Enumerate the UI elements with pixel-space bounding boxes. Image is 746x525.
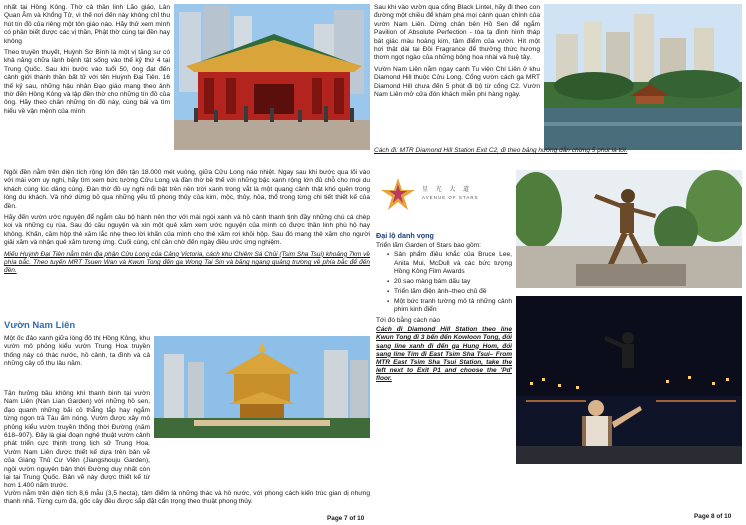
nan-lian-garden-photo (544, 4, 742, 150)
list-item: ▪ 20 sao màng bám dấu tay (387, 278, 512, 286)
nan-lian-intro: Một ốc đảo xanh giữa lòng đô thị Hồng Kông, khu vườn mô phỏng kiểu vườn Trung Hoa truyền thống này có thác nước, hồ cảnh, ta đình và cả những cây cổ thụ lâu năm. (4, 335, 150, 368)
nan-lian-continued: Sau khi vào vườn qua cổng Black Lintel, hãy đi theo con đường một chiều để khám phá mọi cảnh quan chính của vườn Nam Liên. Dừng chân bên Hồ Sen để ngắm Pavilion of Absolute Perfection - tòa tạ đình hình tháp bát giác màu hoàng kim, tâm điểm của vườn. Hít một hơi thật dài tại Đồi Fragrance để thưởng thức hương thơm ngọt ngào của những bông hoa nhài và huệ tây. Vườn Nam Liên nằm ngay cạnh Tu viện Chí Liên ở khu Diamond Hill thuộc Cửu Long. Cổng vườn cách ga MRT Diamond Hill chưa đến 5 phút đi bộ từ cổng C2. Vườn Nam Liên mở cửa đón khách miễn phí hàng ngày. (374, 4, 540, 99)
wong-tai-sin-temple-photo (174, 4, 370, 150)
nan-lian-area: Vườn nằm trên diện tích 8,6 mẫu (3,5 hecta), tâm điểm là những thác và hồ nước, với phong cách kiến trúc gian dị nhưng thanh nhã. Từng cụm đá, gốc cây đều được sắp đặt cẩn trọng theo thuật phong thủy. (4, 490, 370, 506)
list-item: ▪ Sản phẩm điêu khắc của Bruce Lee, Anita Mui, McDull và các bức tượng Hồng Kông Film Awards (387, 251, 512, 276)
nan-lian-heading: Vườn Nam Liên (4, 320, 76, 331)
temple-body: Ngôi đền nằm trên diện tích rộng lớn đến tận 18.000 mét vuông, giữa Cửu Long náo nhiệt. Ngay sau khi bước qua lối vào với mái vòm uy nghi, hãy tìm xem bức tường Cửu Long và đàn thờ bề thế với những bậc xanh rộng lớn đủ chỗ cho mọi du khách cùng lúc dâng cúng. Đàn thờ đồ uy nghi nổi bật trên nền trời xanh trong vắt là một quang cảnh thật khó quên trong lòng du khách. Và nhớ dừng bỏ qua những yếu tố phong thủy của kim, mộc, thủy, hỏa, thổ trong từng chi tiết thiết kế của đền. Hãy đến vườn ước nguyện để ngắm câu bộ hành nên thơ với mái ngói xanh và hồ cảnh thanh tịnh đầy những chú cá chép koi và những cụ rùa. Sau đó cầu nguyện và xin một quẻ xăm xem ước nguyện của mình có được thần linh phù hộ hay không. Khấn, cầm hộp thẻ xăm lắc nhẹ theo lời khấn của mình cho thẻ xăm rơi khỏi hộp. Sau đó mang thẻ xăm cho người giải xăm và nhận quẻ xăm tương ứng. Cuối cùng, chỉ cần chờ đến ngày điều ước ứng nghiệm. Miếu Huỳnh Đại Tiên nằm trên địa phận Cửu Long của Cảng Victoria, cách khu Chiêm Sá Chủi (Tsim Sha Tsui) khoảng 7km về phía bắc. Theo tuyến MRT Tsuen Wan và Kwun Tong đến ga Wong Tai Sin và băng ngang quảng trường về phía bắc để đến đền. (4, 169, 370, 275)
list-item: ▪ Triển lãm điện ảnh–theo chủ đề (387, 288, 512, 296)
avenue-of-stars-section: Triển lãm Garden of Stars bao gồm: ▪ Sản phẩm điêu khắc của Bruce Lee, Anita Mui, McDull và các bức tượng Hồng Kông Film Awards ▪ 20 sao màng bám dấu tay ▪ Triển lãm điện ảnh–theo chủ đề ▪ Một bức tranh tường mô tả những cảnh phim kinh điển Tới đó bằng cách nào Cách đi Diamond Hill Station theo line Kwun Tong đi 3 bến đến Kowloon Tong, đổi sang line xanh đi đến ga Hung Hom, đổi sang line Tím đi East Tsim Sha Tsui– From MTR East Tsim Sha Tsui Station, take the left next to Exit P1 and choose the 'Pd' floor. (376, 242, 512, 387)
bruce-lee-statue-photo (516, 170, 742, 288)
victoria-harbour-night-photo (516, 296, 742, 464)
list-item: ▪ Một bức tranh tường mô tả những cảnh phim kinh điển (387, 298, 512, 315)
temple-intro: nhất tại Hồng Kông. Thờ cả thần linh Lão giáo, Lân Quan Âm và Khổng Tử, vì thế nơi đến này không chỉ thu hút tín đồ của riêng một tôn giáo nào. Hãy thử xem mình có phần biết được các vị thần, Phật thờ cúng tại đền hay không Theo truyền thuyết, Huỳnh Sơ Bình là một vị tăng sư có khả năng chữa lành bệnh tật sống vào thế kỷ thứ 4 tại Trung Quốc. Sau khi bước vào tuổi 50, ông đạt đến cảnh giới thánh thần bất tử với tên Huỳnh Đại Tiên. 16 thế kỷ sau, những hậu nhân Đạo giáo mang theo ảnh thờ đến Hồng Kông và lập đền thờ cho những tín đồ của ông. Hãy theo chân những tín đồ này, cùng bái và tìm hiểu về vận mệnh của mình (4, 4, 170, 115)
page-number-left: Page 7 of 10 (327, 515, 365, 522)
star-logo-icon (378, 176, 418, 212)
page-number-right: Page 8 of 10 (694, 513, 732, 520)
avenue-of-stars-heading: Đại lộ danh vọng (376, 231, 434, 240)
nan-lian-tang: Tận hưởng bầu không khí thanh bình tại vườn Nam Liên (Nan Lian Garden) với những hồ sen, đạo quanh những bãi cỏ thẳng tắp hay ngắm từng ngọn trà Tàu ấm nóng. Vườn được xây mô phỏng kiểu vườn truyền thống thời Đường (năm 618–907). Đây là giai đoạn nghệ thuật vườn cảnh phát triển cực thịnh trong lịch sử Trung Hoa. Vườn Nam Liên được thiết kế dựa trên bản vẽ của Giáng Thủ Cư Viên (Jiangshouju Garden), ngôi vườn nguyên bản thời Đường duy nhất còn lại tại Trung Quốc. Bản vẽ này được thiết kế từ hơn 1.400 năm trước. (4, 390, 150, 490)
nan-lian-directions: Cách đi: MTR Diamond Hill Station Exit C2, đi theo bảng hướng dẫn chừng 5 phút là tới. (374, 147, 628, 154)
golden-pavilion-photo (154, 336, 370, 438)
logo-chinese-text: 星 光 大 道 (422, 187, 473, 193)
exhibit-list (387, 251, 512, 314)
avenue-of-stars-logo (376, 176, 514, 212)
logo-english-text: AVENUE OF STARS (422, 195, 479, 200)
